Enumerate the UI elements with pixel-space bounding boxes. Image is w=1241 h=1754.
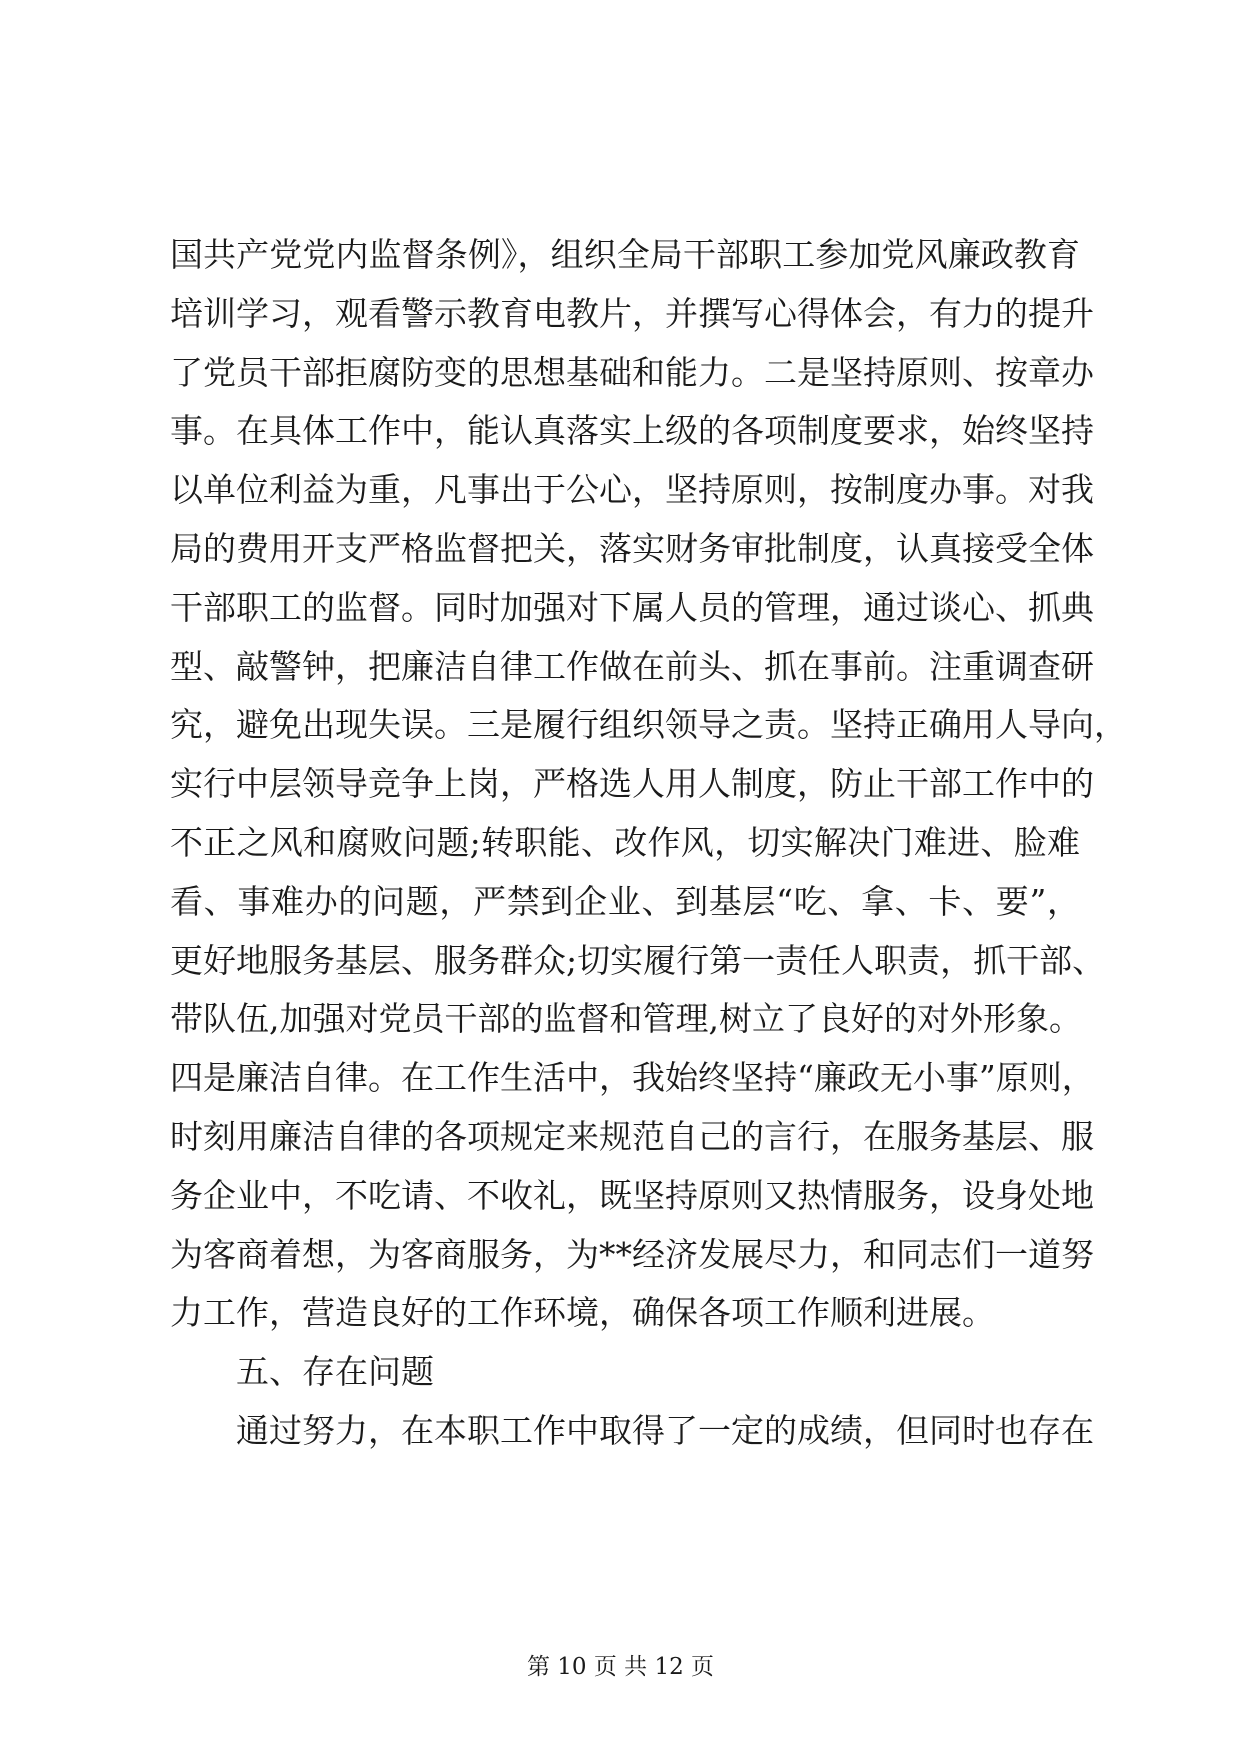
body-text	[170, 226, 1127, 1461]
page-footer: 第 10 页 共 12 页	[526, 1654, 715, 1680]
text-line: 培训学习，观看警示教育电教片，并撰写心得体会，有力的提升	[170, 293, 1094, 333]
text-line: 以单位利益为重，凡事出于公心，坚持原则，按制度办事。对我	[170, 470, 1094, 510]
text-line: 更好地服务基层、服务群众;切实履行第一责任人职责，抓干部、	[170, 940, 1106, 980]
text-line: 看、事难办的问题，严禁到企业、到基层“吃、拿、卡、要”，	[170, 881, 1080, 921]
text-line: 通过努力，在本职工作中取得了一定的成绩，但同时也存在	[236, 1410, 1094, 1450]
text-line: 究，避免出现失误。三是履行组织领导之责。坚持正确用人导向，	[170, 705, 1127, 745]
text-line: 务企业中，不吃请、不收礼，既坚持原则又热情服务，设身处地	[170, 1175, 1094, 1215]
text-line: 为客商着想，为客商服务，为**经济发展尽力，和同志们一道努	[170, 1234, 1094, 1274]
text-line: 四是廉洁自律。在工作生活中，我始终坚持“廉政无小事”原则，	[170, 1058, 1095, 1098]
text-line: 力工作，营造良好的工作环境，确保各项工作顺利进展。	[170, 1293, 995, 1333]
text-line: 实行中层领导竞争上岗，严格选人用人制度，防止干部工作中的	[170, 764, 1094, 804]
text-line: 干部职工的监督。同时加强对下属人员的管理，通过谈心、抓典	[170, 587, 1094, 627]
text-line: 不正之风和腐败问题;转职能、改作风，切实解决门难进、脸难	[170, 822, 1080, 862]
text-line: 带队伍,加强对党员干部的监督和管理,树立了良好的对外形象。	[170, 999, 1082, 1039]
text-line: 局的费用开支严格监督把关，落实财务审批制度，认真接受全体	[170, 528, 1094, 568]
section-heading: 五、存在问题	[236, 1352, 434, 1392]
text-line: 了党员干部拒腐防变的思想基础和能力。二是坚持原则、按章办	[170, 352, 1094, 392]
text-line: 国共产党党内监督条例》，组织全局干部职工参加党风廉政教育	[170, 235, 1080, 274]
text-line: 时刻用廉洁自律的各项规定来规范自己的言行，在服务基层、服	[170, 1116, 1094, 1156]
text-line: 事。在具体工作中，能认真落实上级的各项制度要求，始终坚持	[170, 411, 1094, 451]
text-line: 型、敲警钟，把廉洁自律工作做在前头、抓在事前。注重调查研	[170, 646, 1094, 686]
